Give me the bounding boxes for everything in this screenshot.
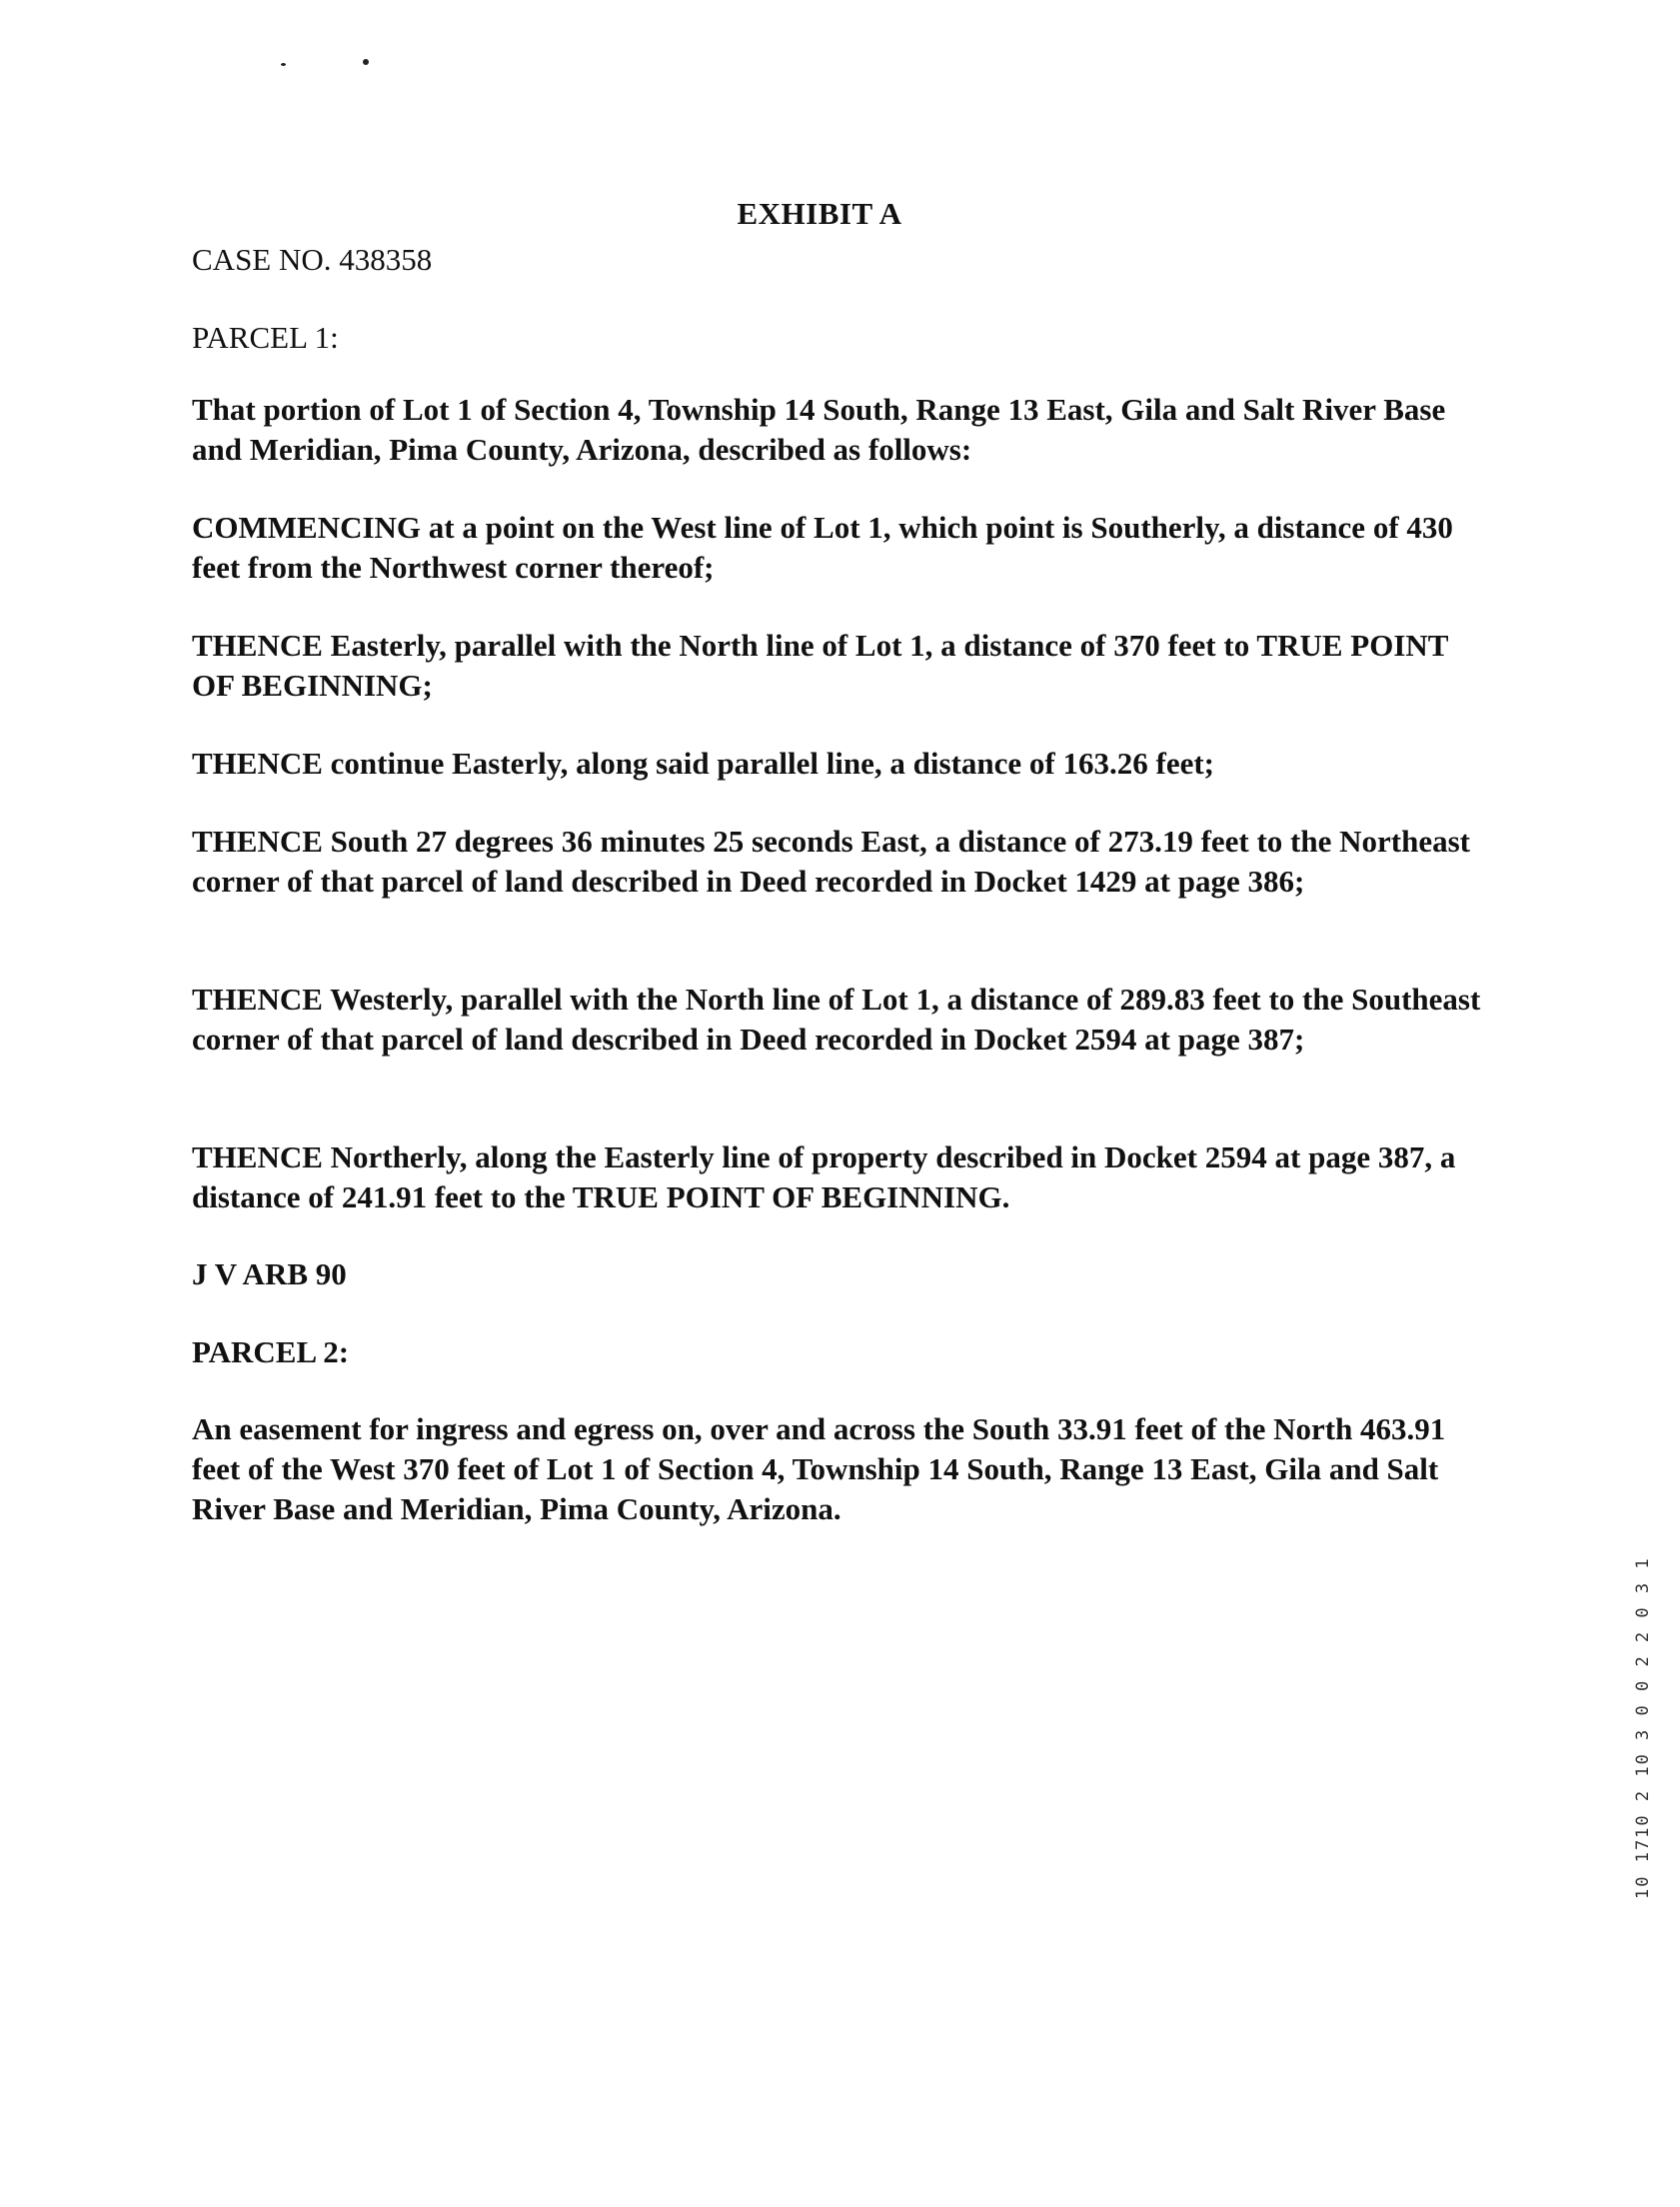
legal-description-paragraph: That portion of Lot 1 of Section 4, Township 14 South, Range 13 East, Gila and Salt River Base and Meridian, Pima County, Arizona, described as follows: [192, 392, 1446, 467]
parcel-1-heading: PARCEL 1: [192, 320, 339, 355]
case-number: CASE NO. 438358 [192, 242, 433, 277]
scan-speck [363, 59, 369, 65]
legal-description-paragraph: THENCE Northerly, along the Easterly line of property described in Docket 2594 at page 387, a distance of 241.91 feet to the TRUE POINT OF BEGINNING. [192, 1139, 1456, 1214]
legal-description-paragraph: THENCE South 27 degrees 36 minutes 25 seconds East, a distance of 273.19 feet to the Northeast corner of that parcel of land described in Deed recorded in Docket 1429 at page 386; [192, 824, 1470, 899]
scan-speck [281, 63, 286, 66]
legal-description-paragraph: COMMENCING at a point on the West line of Lot 1, which point is Southerly, a distance of 430 feet from the Northwest corner thereof; [192, 510, 1453, 585]
legal-description-paragraph: THENCE continue Easterly, along said parallel line, a distance of 163.26 feet; [192, 746, 1214, 781]
recording-stamp-text: 10 1710 2 10 3 0 0 2 2 0 3 1 [1633, 1556, 1653, 1899]
legal-description-paragraph: THENCE Easterly, parallel with the North line of Lot 1, a distance of 370 feet to TRUE POINT OF BEGINNING; [192, 628, 1448, 703]
recording-stamp [1607, 1556, 1653, 1899]
legal-description-paragraph: THENCE Westerly, parallel with the North line of Lot 1, a distance of 289.83 feet to the Southeast corner of that parcel of land described in Deed recorded in Docket 2594 at page 387; [192, 982, 1481, 1057]
exhibit-title: EXHIBIT A [737, 196, 902, 231]
parcel-2-heading: PARCEL 2: [192, 1334, 350, 1369]
parcel-2-description: An easement for ingress and egress on, over and across the South 33.91 feet of the North 463.91 feet of the West 370 feet of Lot 1 of Section 4, Township 14 South, Range 13 East, Gila and Salt River Base and Meridian, Pima County, Arizona. [192, 1411, 1446, 1526]
reference-code: J V ARB 90 [192, 1256, 347, 1291]
